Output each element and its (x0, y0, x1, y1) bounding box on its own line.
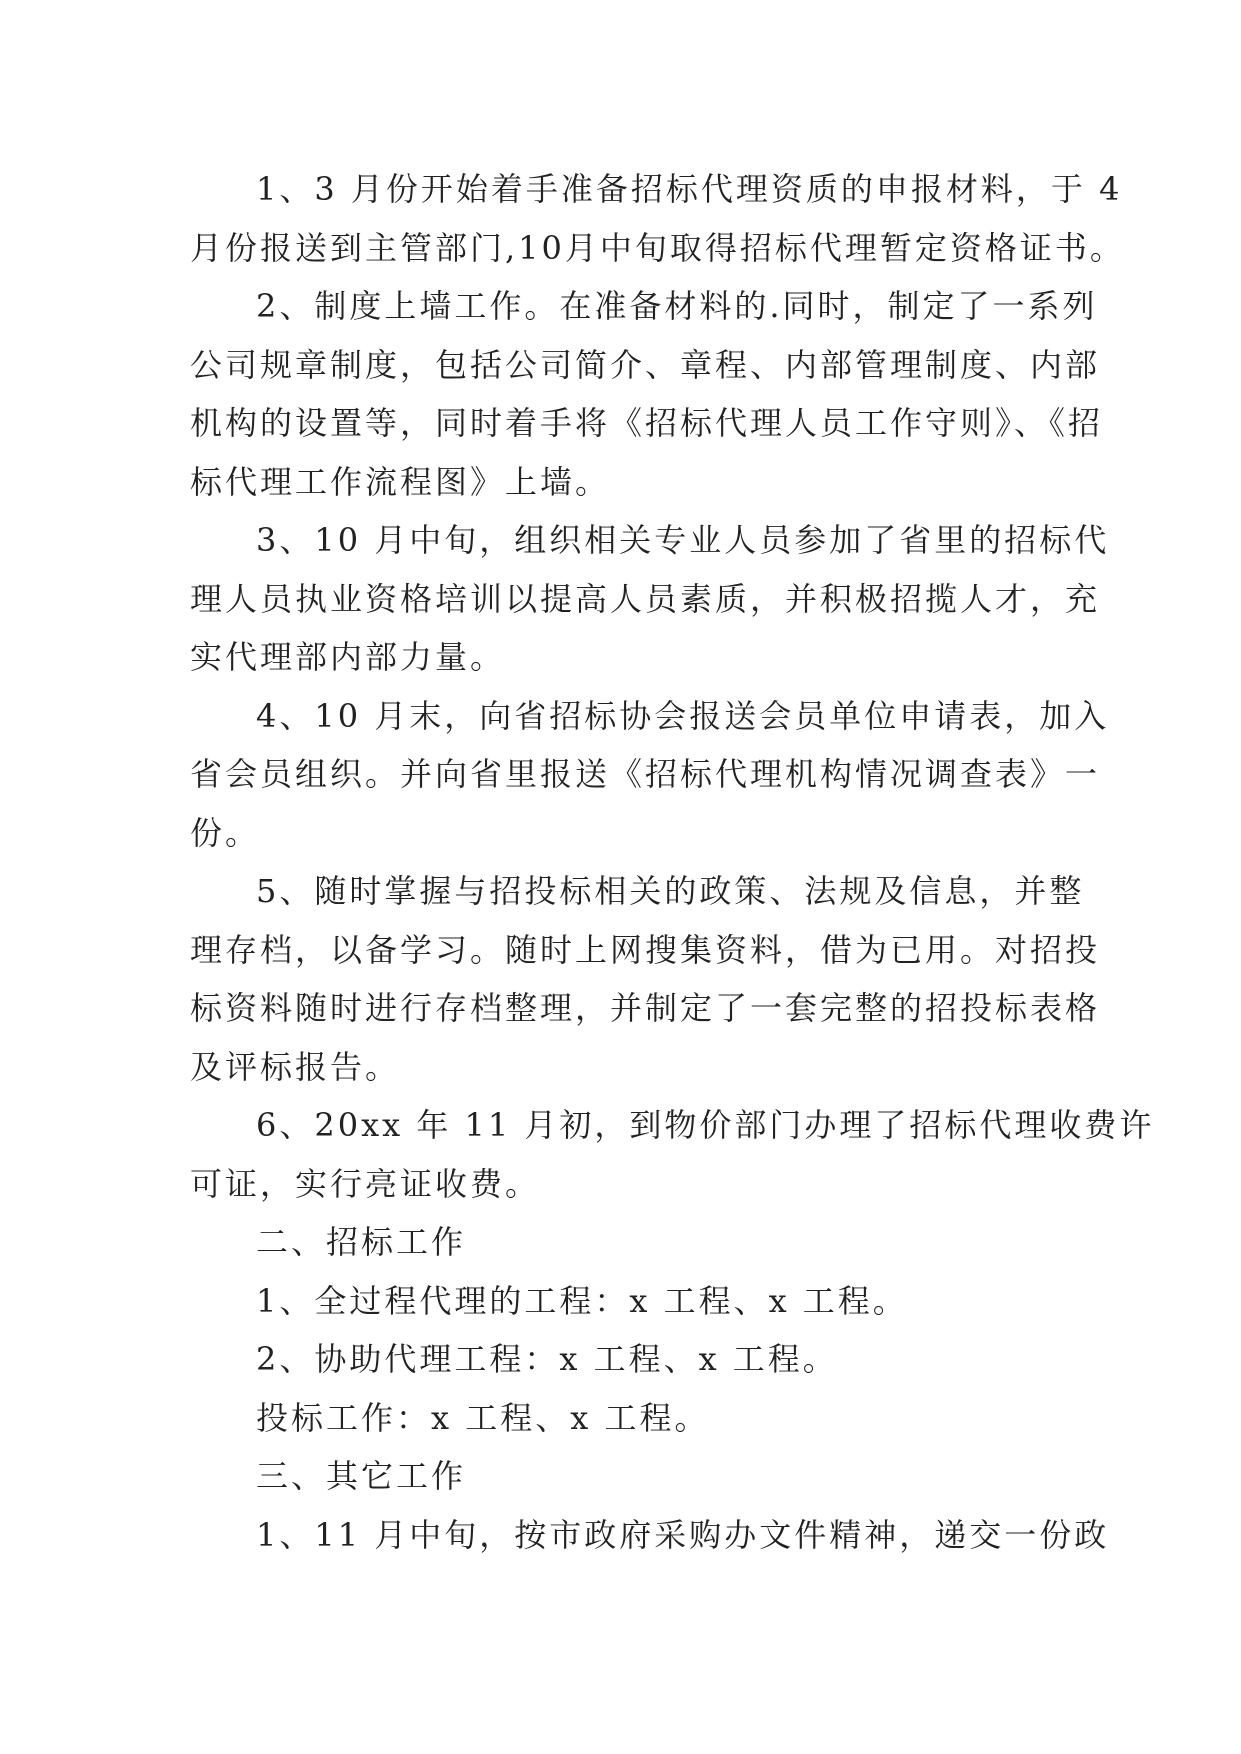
document-body (190, 160, 1155, 1564)
text-line: 省会员组织。并向省里报送《招标代理机构情况调查表》一 (190, 755, 1101, 793)
text-line: 5、随时掌握与招投标相关的政策、法规及信息，并整 (256, 872, 1085, 910)
text-line: 投标工作：x 工程、x 工程。 (256, 1398, 710, 1437)
text-line: 2、协助代理工程：x 工程、x 工程。 (256, 1340, 838, 1378)
text-line: 1、3 月份开始着手准备招标代理资质的申报材料，于 4 (256, 170, 1123, 208)
text-line: 机构的设置等，同时着手将《招标代理人员工作守则》、《招 (190, 404, 1104, 442)
text-line: 份。 (190, 813, 261, 852)
text-line: 标资料随时进行存档整理，并制定了一套完整的招投标表格 (190, 989, 1101, 1027)
text-line: 3、10 月中旬，组织相关专业人员参加了省里的招标代 (256, 521, 1110, 559)
text-line: 1、11 月中旬，按市政府采购办文件精神，递交一份政 (256, 1515, 1110, 1554)
section-heading: 二、招标工作 (256, 1223, 467, 1261)
text-line: 可证，实行亮证收费。 (190, 1164, 541, 1203)
text-line: 2、制度上墙工作。在准备材料的.同时，制定了一系列 (256, 287, 1098, 325)
text-line: 理存档，以备学习。随时上网搜集资料，借为已用。对招投 (190, 930, 1101, 969)
text-line: 及评标报告。 (190, 1047, 401, 1086)
text-line: 6、20xx 年 11 月初，到物价部门办理了招标代理收费许 (256, 1106, 1155, 1144)
text-line: 理人员执业资格培训以提高人员素质，并积极招揽人才，充 (190, 579, 1101, 618)
text-line: 1、全过程代理的工程：x 工程、x 工程。 (256, 1281, 908, 1320)
text-line: 实代理部内部力量。 (190, 638, 506, 676)
section-heading: 三、其它工作 (256, 1457, 467, 1495)
text-line: 月份报送到主管部门,10月中旬取得招标代理暂定资格证书。 (190, 228, 1125, 267)
text-line: 4、10 月末，向省招标协会报送会员单位申请表，加入 (256, 696, 1110, 735)
text-line: 标代理工作流程图》上墙。 (190, 462, 611, 501)
text-line: 公司规章制度，包括公司简介、章程、内部管理制度、内部 (190, 345, 1101, 384)
